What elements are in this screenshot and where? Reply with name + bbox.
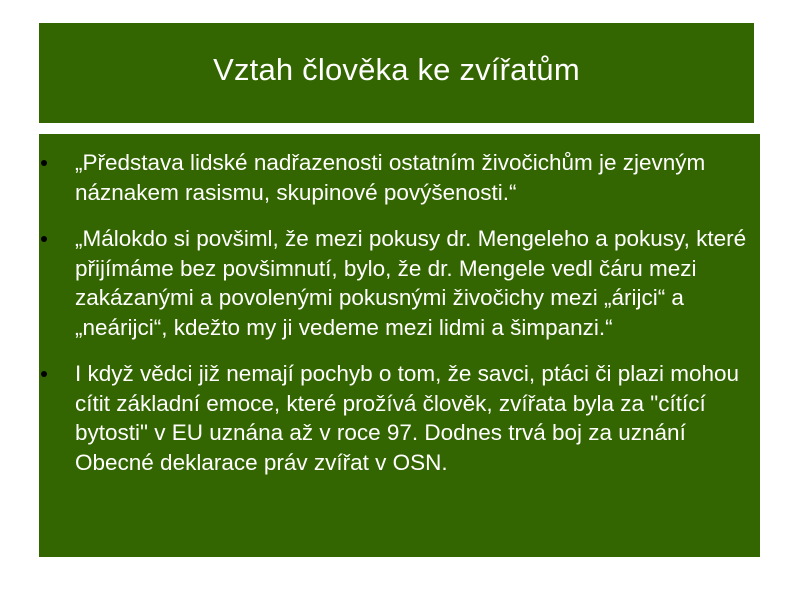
content-box — [39, 134, 760, 557]
bullet-item — [39, 359, 760, 477]
bullet-item — [39, 148, 760, 207]
title-banner — [39, 23, 754, 123]
bullet-text: I když vědci již nemají pochyb o tom, že savci, ptáci či plazi mohou cítit základní emoce, které prožívá člověk, zvířata byla za "cítící bytosti" v EU uznána až v roce 97. Dodnes trvá boj za uznání Obecné deklarace práv zvířat v OSN. — [75, 361, 740, 475]
bullet-dot-icon — [41, 160, 47, 166]
slide-title: Vztah člověka ke zvířatům — [213, 52, 580, 87]
bullet-dot-icon — [41, 236, 47, 242]
bullet-dot-icon — [41, 371, 47, 377]
bullet-text: „Málokdo si povšiml, že mezi pokusy dr. Mengeleho a pokusy, které přijímáme bez povšimnutí, bylo, že dr. Mengele vedl čáru mezi zakázanými a povolenými pokusnými živočichy mezi „árijci“ a „neárijci“, kdežto my ji vedeme mezi lidmi a šimpanzi.“ — [75, 226, 747, 340]
bullet-list — [39, 148, 760, 494]
bullet-item — [39, 224, 760, 342]
bullet-text: „Představa lidské nadřazenosti ostatním živočichům je zjevným náznakem rasismu, skupinové povýšenosti.“ — [75, 150, 706, 205]
